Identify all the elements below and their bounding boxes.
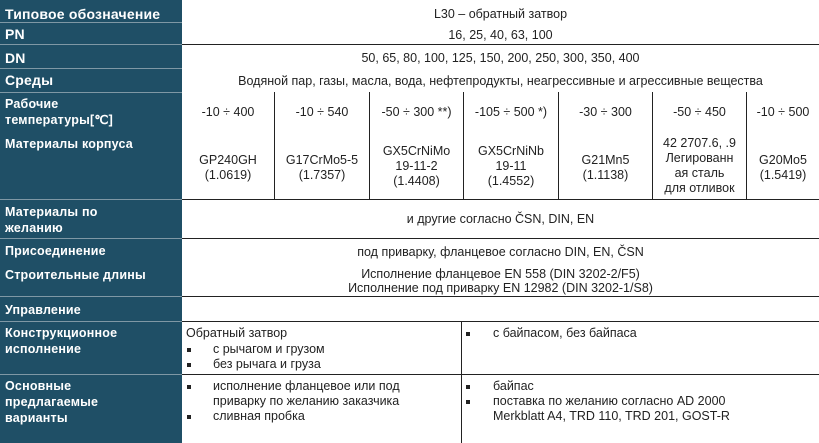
design-item: с рычагом и грузом (213, 342, 325, 356)
label-variants-1: Основные (5, 379, 72, 393)
value-lengths-2: Исполнение под приварку EN 12982 (DIN 3202-1/S8) (348, 281, 653, 295)
row-divider (182, 44, 819, 45)
design-title: Обратный затвор (186, 326, 288, 340)
row-divider (182, 374, 819, 375)
hdr-divider (0, 238, 182, 239)
label-design-1: Конструкционное (5, 326, 118, 340)
label-pn: PN (5, 26, 25, 42)
label-lengths: Строительные длины (5, 268, 146, 282)
value-media: Водяной пар, газы, масла, вода, нефтепродукты, неагрессивные и агрессивные вещества (238, 74, 763, 88)
material-cell: G21Mn5 (1.1138) (581, 153, 630, 182)
material-cell: G20Mo5 (1.5419) (759, 153, 807, 182)
label-designation: Типовое обозначение (5, 6, 161, 22)
label-materials: Материалы корпуса (5, 137, 133, 151)
variant-item: приварку по желанию заказчика (213, 394, 400, 408)
temp-cell: -50 ÷ 300 **) (381, 105, 452, 119)
temp-cell: -10 ÷ 500 (756, 105, 810, 119)
bullet (466, 385, 470, 389)
temp-cell: -10 ÷ 540 (295, 105, 349, 119)
hdr-divider (0, 296, 182, 297)
label-control: Управление (5, 303, 81, 317)
hdr-divider (0, 92, 182, 93)
variant-item: исполнение фланцевое или под (213, 379, 400, 393)
row-divider (182, 238, 819, 239)
variant-item: Merkblatt A4, TRD 110, TRD 201, GOST-R (493, 409, 730, 423)
bullet (466, 400, 470, 404)
temp-cell: -50 ÷ 450 (673, 105, 726, 119)
bullet (187, 385, 191, 389)
row-divider (182, 321, 819, 322)
label-dn: DN (5, 50, 26, 66)
temp-cell: -30 ÷ 300 (579, 105, 632, 119)
material-cell: GP240GH (1.0619) (199, 153, 257, 182)
bullet (187, 348, 191, 352)
bullet (187, 363, 191, 367)
variant-item: сливная пробка (213, 409, 305, 423)
label-variants-2: предлагаемые (5, 395, 99, 409)
label-temps-1: Рабочие (5, 97, 59, 111)
value-materials-opt: и другие согласно ČSN, DIN, EN (406, 212, 595, 226)
hdr-divider (0, 321, 182, 322)
hdr-divider (0, 22, 182, 23)
material-cell: GX5CrNiMo 19-11-2 (1.4408) (382, 144, 451, 188)
variant-item: поставка по желанию согласно AD 2000 (493, 394, 726, 408)
value-lengths-1: Исполнение фланцевое EN 558 (DIN 3202-2/F5) (361, 267, 640, 281)
label-design-2: исполнение (5, 342, 82, 356)
hdr-divider (0, 374, 182, 375)
design-item: без рычага и груза (213, 357, 321, 371)
label-media: Среды (5, 72, 54, 88)
label-temps-2: температуры[℃] (5, 113, 113, 127)
bullet (466, 332, 470, 336)
value-pn: 16, 25, 40, 63, 100 (448, 28, 553, 42)
label-variants-3: варианты (5, 411, 68, 425)
variant-item: байпас (493, 379, 534, 393)
temp-cell: -10 ÷ 400 (201, 105, 255, 119)
label-materials-opt-1: Материалы по (5, 205, 98, 219)
temp-cell: -105 ÷ 500 *) (474, 105, 548, 119)
material-cell: G17CrMo5-5 (1.7357) (285, 153, 359, 182)
label-connection: Присоединение (5, 244, 106, 258)
material-cell: 42 2707.6, .9 Легированн ая сталь для отливок (663, 136, 736, 195)
bullet (187, 415, 191, 419)
hdr-divider (0, 44, 182, 45)
hdr-divider (0, 68, 182, 69)
material-cell: GX5CrNiNb 19-11 (1.4552) (478, 144, 544, 188)
hdr-divider (0, 199, 182, 200)
design-item: с байпасом, без байпаса (493, 326, 637, 340)
row-divider (182, 296, 819, 297)
row-divider (182, 199, 819, 200)
value-connection: под приварку, фланцевое согласно DIN, EN, ČSN (357, 245, 644, 259)
label-materials-opt-2: желанию (5, 221, 63, 235)
value-designation: L30 – обратный затвор (433, 7, 568, 21)
col-divider (461, 321, 462, 443)
value-dn: 50, 65, 80, 100, 125, 150, 200, 250, 300, 350, 400 (361, 51, 640, 65)
